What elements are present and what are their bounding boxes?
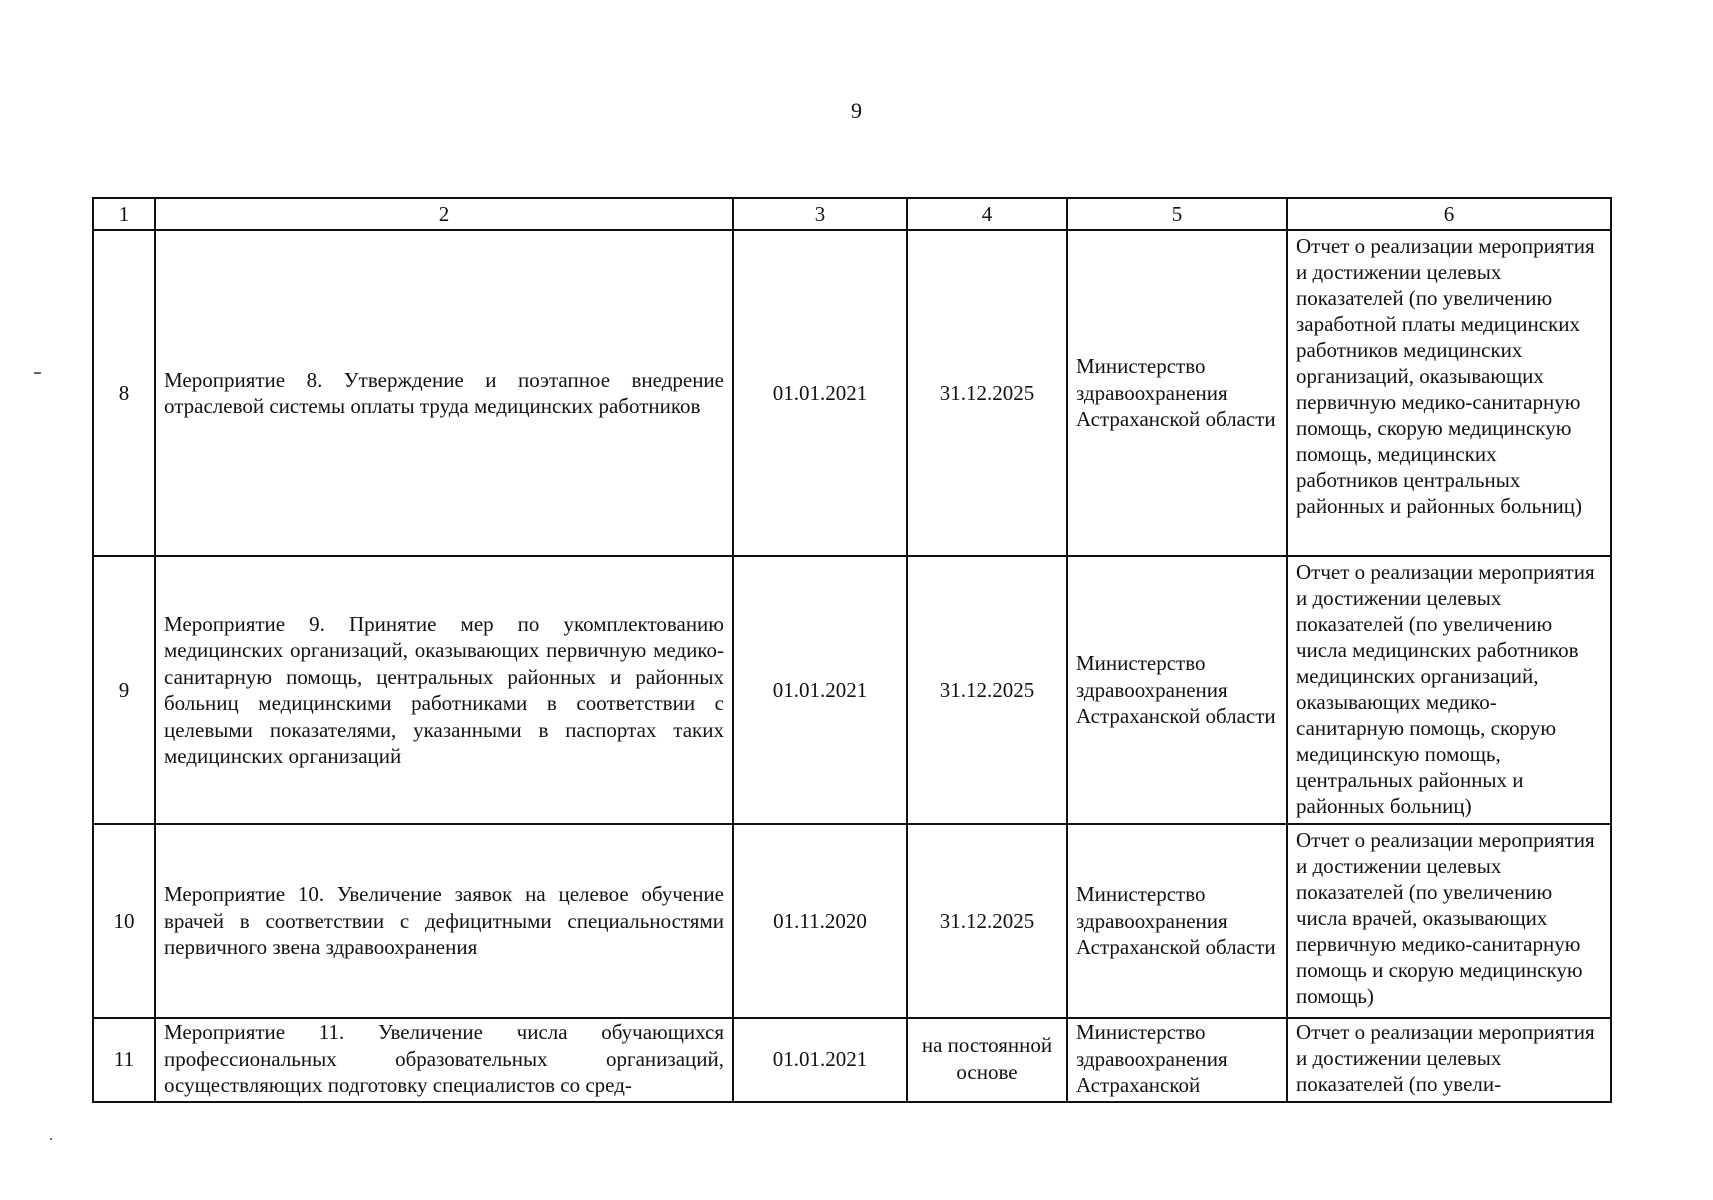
table-row [93, 1018, 1611, 1102]
expected-result: Отчет о реализации мероприятия и достижении целевых показателей (по увели- [1287, 1018, 1611, 1102]
row-number: 11 [93, 1018, 155, 1102]
row-number: 10 [93, 824, 155, 1018]
event-description: Мероприятие 11. Увеличение числа обучающихся профессиональных образовательных организаций, осуществляющих подготовку специалистов со сред- [155, 1018, 733, 1102]
start-date: 01.11.2020 [733, 824, 907, 1018]
start-date: 01.01.2021 [733, 230, 907, 556]
expected-result: Отчет о реализации мероприятия и достижении целевых показателей (по увеличению числа медицинских работников медицинских организаций, оказывающих медико-санитарную помощь, скорую медицинскую помощь, центральных районных и районных больниц) [1287, 556, 1611, 824]
event-description: Мероприятие 9. Принятие мер по укомплектованию медицинских организаций, оказывающих первичную медико-санитарную помощь, центральных районных и районных больниц медицинскими работниками в соответствии с целевыми показателями, указанными в паспортах таких медицинских организаций [155, 556, 733, 824]
plan-table [92, 197, 1612, 1103]
table-row [93, 824, 1611, 1018]
event-description: Мероприятие 8. Утверждение и поэтапное внедрение отраслевой системы оплаты труда медицинских работников [155, 230, 733, 556]
header-cell: 1 [93, 198, 155, 230]
header-cell: 6 [1287, 198, 1611, 230]
end-date: на постоянной основе [907, 1018, 1067, 1102]
header-cell: 3 [733, 198, 907, 230]
table-row [93, 556, 1611, 824]
responsible-executor: Министерство здравоохранения Астраханской области [1067, 556, 1287, 824]
header-cell: 4 [907, 198, 1067, 230]
expected-result: Отчет о реализации мероприятия и достижении целевых показателей (по увеличению числа врачей, оказывающих первичную медико-санитарную помощь и скорую медицинскую помощь) [1287, 824, 1611, 1018]
header-cell: 5 [1067, 198, 1287, 230]
row-number: 9 [93, 556, 155, 824]
expected-result: Отчет о реализации мероприятия и достижении целевых показателей (по увеличению заработной платы медицинских работников медицинских организаций, оказывающих первичную медико-санитарную помощь, скорую медицинскую помощь, медицинских работников центральных районных и районных больниц) [1287, 230, 1611, 556]
end-date: 31.12.2025 [907, 824, 1067, 1018]
scan-speck [50, 1138, 52, 1140]
header-cell: 2 [155, 198, 733, 230]
row-number: 8 [93, 230, 155, 556]
scan-speck [34, 372, 41, 374]
end-date: 31.12.2025 [907, 230, 1067, 556]
start-date: 01.01.2021 [733, 1018, 907, 1102]
responsible-executor: Министерство здравоохранения Астраханской области [1067, 824, 1287, 1018]
event-description: Мероприятие 10. Увеличение заявок на целевое обучение врачей в соответствии с дефицитными специальностями первичного звена здравоохранения [155, 824, 733, 1018]
table-header-row [93, 198, 1611, 230]
page-number: 9 [851, 98, 862, 123]
responsible-executor: Министерство здравоохранения Астраханской области [1067, 230, 1287, 556]
end-date: 31.12.2025 [907, 556, 1067, 824]
start-date: 01.01.2021 [733, 556, 907, 824]
table-row [93, 230, 1611, 556]
responsible-executor: Министерство здравоохранения Астраханской [1067, 1018, 1287, 1102]
